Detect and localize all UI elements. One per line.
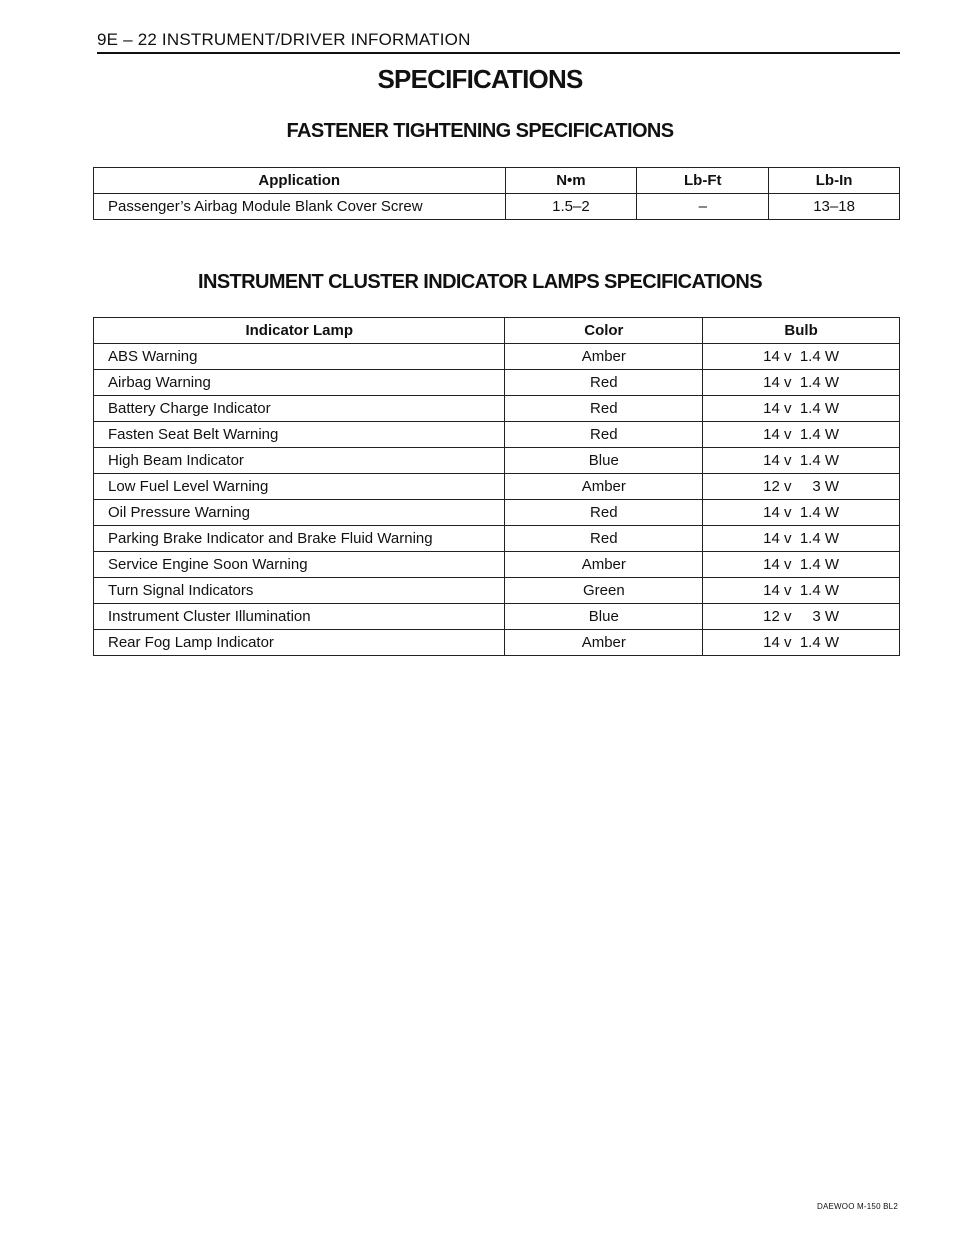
cell-indicator-lamp: Instrument Cluster Illumination [94, 604, 505, 630]
lamps-section-title: INSTRUMENT CLUSTER INDICATOR LAMPS SPECIFICATIONS [198, 271, 762, 293]
table-row [94, 370, 900, 396]
table-row [94, 526, 900, 552]
cell-color: Red [505, 396, 703, 422]
table-row [94, 422, 900, 448]
cell-color: Amber [505, 344, 703, 370]
lamps-header-row [94, 318, 900, 344]
page-title: SPECIFICATIONS [377, 64, 583, 94]
running-head-text: 9E – 22 INSTRUMENT/DRIVER INFORMATION [97, 30, 471, 49]
fastener-section-title: FASTENER TIGHTENING SPECIFICATIONS [286, 120, 674, 142]
table-row [94, 396, 900, 422]
cell-bulb: 14 v 1.4 W [703, 448, 900, 474]
col-header-application: Application [94, 168, 506, 194]
cell-color: Red [505, 500, 703, 526]
col-header-lbin: Lb-In [769, 168, 900, 194]
cell-bulb: 14 v 1.4 W [703, 526, 900, 552]
table-row [94, 578, 900, 604]
col-header-lbft: Lb-Ft [637, 168, 769, 194]
cell-application: Passenger’s Airbag Module Blank Cover Screw [94, 194, 506, 220]
cell-bulb: 14 v 1.4 W [703, 552, 900, 578]
table-row [94, 448, 900, 474]
cell-color: Blue [505, 604, 703, 630]
cell-color: Green [505, 578, 703, 604]
cell-indicator-lamp: Rear Fog Lamp Indicator [94, 630, 505, 656]
cell-indicator-lamp: High Beam Indicator [94, 448, 505, 474]
cell-bulb: 14 v 1.4 W [703, 370, 900, 396]
cell-color: Red [505, 370, 703, 396]
cell-indicator-lamp: Oil Pressure Warning [94, 500, 505, 526]
cell-lbin: 13–18 [769, 194, 900, 220]
cell-indicator-lamp: Airbag Warning [94, 370, 505, 396]
cell-indicator-lamp: ABS Warning [94, 344, 505, 370]
cell-bulb: 14 v 1.4 W [703, 396, 900, 422]
running-head [97, 28, 900, 54]
table-row [94, 194, 900, 220]
cell-indicator-lamp: Parking Brake Indicator and Brake Fluid Warning [94, 526, 505, 552]
cell-color: Amber [505, 552, 703, 578]
table-row [94, 604, 900, 630]
cell-bulb: 14 v 1.4 W [703, 344, 900, 370]
col-header-indicator-lamp: Indicator Lamp [94, 318, 505, 344]
cell-color: Amber [505, 474, 703, 500]
cell-bulb: 12 v 3 W [703, 474, 900, 500]
fastener-header-row [94, 168, 900, 194]
fastener-table [93, 167, 900, 220]
footer-code: DAEWOO M-150 BL2 [816, 1202, 898, 1211]
cell-indicator-lamp: Service Engine Soon Warning [94, 552, 505, 578]
col-header-nm: N•m [505, 168, 637, 194]
cell-bulb: 14 v 1.4 W [703, 578, 900, 604]
cell-bulb: 14 v 1.4 W [703, 630, 900, 656]
cell-lbft: – [637, 194, 769, 220]
cell-bulb: 14 v 1.4 W [703, 500, 900, 526]
cell-bulb: 12 v 3 W [703, 604, 900, 630]
cell-indicator-lamp: Fasten Seat Belt Warning [94, 422, 505, 448]
table-row [94, 552, 900, 578]
indicator-lamps-table [93, 317, 900, 656]
cell-color: Red [505, 526, 703, 552]
cell-bulb: 14 v 1.4 W [703, 422, 900, 448]
table-row [94, 344, 900, 370]
cell-indicator-lamp: Low Fuel Level Warning [94, 474, 505, 500]
cell-indicator-lamp: Turn Signal Indicators [94, 578, 505, 604]
table-row [94, 500, 900, 526]
cell-color: Red [505, 422, 703, 448]
col-header-bulb: Bulb [703, 318, 900, 344]
cell-nm: 1.5–2 [505, 194, 637, 220]
table-row [94, 630, 900, 656]
cell-color: Blue [505, 448, 703, 474]
cell-indicator-lamp: Battery Charge Indicator [94, 396, 505, 422]
cell-color: Amber [505, 630, 703, 656]
col-header-color: Color [505, 318, 703, 344]
table-row [94, 474, 900, 500]
